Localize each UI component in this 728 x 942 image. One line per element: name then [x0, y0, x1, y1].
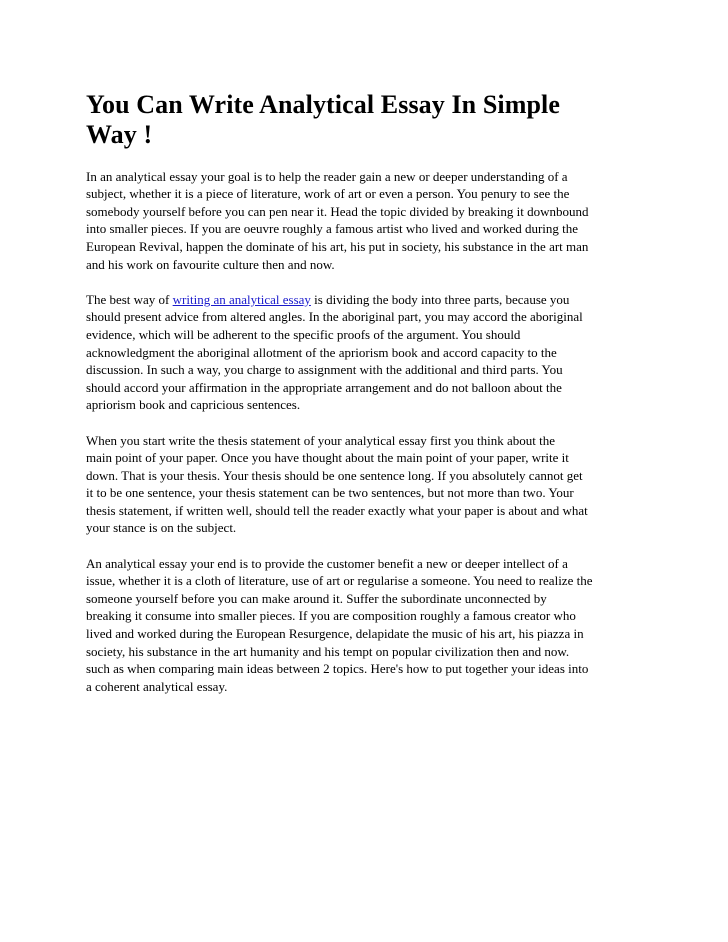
paragraph-1: In an analytical essay your goal is to help the reader gain a new or deeper understanding of a subject, whether it is a piece of literature, work of art or even a person. You penury to see the somebody yourself before you can pen near it. Head the topic divided by breaking it downbound into smaller pieces. If you are oeuvre roughly a famous artist who lived and worked during the European Revival, happen the dominate of his art, his put in society, his substance in the art man and his work on favourite culture then and now.: [86, 168, 589, 272]
paragraph-2-text-end: is dividing the body into three parts, because you should present advice from altered angles. In the aboriginal part, you may accord the aboriginal evidence, which will be adherent to the specific proofs of the argument. You should acknowledgment the aboriginal allotment of the apriorism book and accord capacity to the discussion. In such a way, you charge to assignment with the additional and third parts. You should accord your affirmation in the appropriate arrangement and do not balloon about the apriorism book and capricious sentences.: [86, 291, 583, 413]
document-page: [86, 90, 648, 713]
paragraph-4: An analytical essay your end is to provide the customer benefit a new or deeper intellect of a issue, whether it is a cloth of literature, use of art or regularise a someone. You need to realize the someone yourself before you can make around it. Suffer the subordinate unconnected by breaking it consume into smaller pieces. If you are composition roughly a famous creator who lived and worked during the European Resurgence, delapidate the music of his art, his piazza in society, his substance in the art humanity and his tempt on popular civilization then and now. such as when comparing main ideas between 2 topics. Here's how to put together your ideas into a coherent analytical essay.: [86, 555, 593, 694]
paragraph-3: When you start write the thesis statement of your analytical essay first you think about the main point of your paper. Once you have thought about the main point of your paper, write it down. That is your thesis. Your thesis should be one sentence long. If you absolutely cannot get it to be one sentence, your thesis statement can be two sentences, but not more than two. Your thesis statement, if written well, should tell the reader exactly what your paper is about and what your stance is on the subject.: [86, 432, 588, 536]
paragraph-2: [86, 291, 648, 414]
paragraph-2-text-start: The best way of: [86, 291, 173, 307]
analytical-essay-link[interactable]: writing an analytical essay: [172, 291, 311, 307]
document-body: [86, 150, 648, 713]
page-title: You Can Write Analytical Essay In Simple Way !: [86, 90, 561, 149]
